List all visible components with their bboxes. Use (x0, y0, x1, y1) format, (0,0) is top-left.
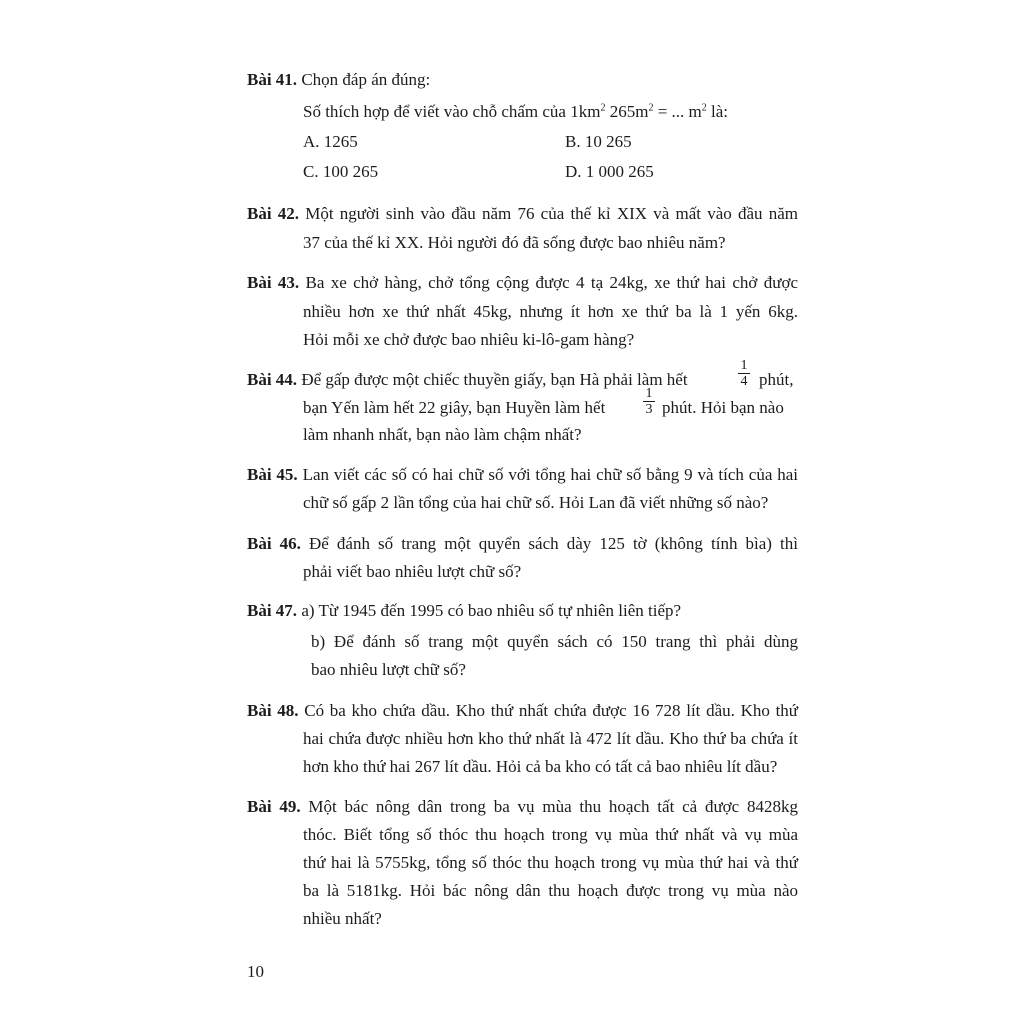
problem-text: nhiều nhất? (303, 909, 382, 928)
option-d: D. 1 000 265 (565, 162, 654, 181)
problem-text: bạn Yến làm hết 22 giây, bạn Huyền làm hết (303, 398, 606, 417)
page-number: 10 (247, 962, 264, 981)
problem-text: thứ hai là 5755kg, tổng số thóc thu hoạch trong vụ mùa thứ hai và thứ (303, 853, 798, 872)
problem-label: Bài 48. (247, 701, 299, 720)
problem-text: ba là 5181kg. Hỏi bác nông dân thu hoạch được trong vụ mùa nào (303, 881, 798, 900)
problem-text: nhiều hơn xe thứ nhất 45kg, nhưng ít hơn xe thứ ba là 1 yến 6kg. (303, 302, 798, 321)
problem-label: Bài 47. (247, 601, 298, 620)
problem-text: a) Từ 1945 đến 1995 có bao nhiêu số tự nhiên liên tiếp? (301, 601, 682, 620)
fraction-one-third: $\frac{1}{3}$ (643, 386, 655, 417)
problem-text: Để gấp được một chiếc thuyền giấy, bạn Hà phải làm hết (301, 370, 688, 389)
fraction-one-quarter: $\frac{1}{4}$ (738, 358, 750, 389)
option-a: A. 1265 (303, 132, 358, 151)
problem-text: hai chứa được nhiều hơn kho thứ nhất là 472 lít dầu. Kho thứ ba chứa ít (303, 729, 798, 748)
problem-text: 37 của thế kỉ XX. Hỏi người đó đã sống được bao nhiêu năm? (303, 233, 726, 252)
problem-text: Chọn đáp án đúng: (301, 70, 431, 89)
problem-text: Có ba kho chứa dầu. Kho thứ nhất chứa được 16 728 lít dầu. Kho thứ (304, 701, 799, 720)
problem-question: Số thích hợp để viết vào chỗ chấm của $1km^2$ $265m^2$ = ... $m^2$ là: (303, 102, 728, 121)
problem-label: Bài 49. (247, 797, 301, 816)
problem-text: Một bác nông dân trong ba vụ mùa thu hoạch tất cả được 8428kg (308, 797, 799, 816)
problem-text: thóc. Biết tổng số thóc thu hoạch trong vụ mùa thứ nhất và vụ mùa (303, 825, 798, 844)
problem-text: Hỏi mỗi xe chở được bao nhiêu ki-lô-gam hàng? (303, 330, 635, 349)
problem-text: b) Để đánh số trang một quyển sách có 150 trang thì phải dùng (311, 632, 798, 651)
problem-text: Để đánh số trang một quyển sách dày 125 tờ (không tính bìa) thì (309, 534, 799, 553)
problem-text: làm nhanh nhất, bạn nào làm chậm nhất? (303, 425, 582, 444)
problem-text: Lan viết các số có hai chữ số với tổng hai chữ số bằng 9 và tích của hai (302, 465, 799, 484)
problem-text: phải viết bao nhiêu lượt chữ số? (303, 562, 522, 581)
problem-label: Bài 46. (247, 534, 301, 553)
problem-label: Bài 42. (247, 204, 300, 223)
problem-label: Bài 43. (247, 273, 300, 292)
option-b: B. 10 265 (565, 132, 632, 151)
problem-text: chữ số gấp 2 lần tổng của hai chữ số. Hỏi Lan đã viết những số nào? (303, 493, 769, 512)
problem-text: bao nhiêu lượt chữ số? (311, 660, 466, 679)
option-c: C. 100 265 (303, 162, 379, 181)
problem-label: Bài 45. (247, 465, 298, 484)
problem-text: phút. Hỏi bạn nào (662, 398, 784, 417)
problem-text: Ba xe chở hàng, chở tổng cộng được 4 tạ 24kg, xe thứ hai chở được (305, 273, 798, 292)
problem-text: phút, (759, 370, 794, 389)
problem-label: Bài 44. (247, 370, 298, 389)
problem-text: Một người sinh vào đầu năm 76 của thế kỉ XIX và mất vào đầu năm (305, 204, 799, 223)
problem-label: Bài 41. (247, 70, 298, 89)
problem-text: hơn kho thứ hai 267 lít dầu. Hỏi cả ba kho có tất cả bao nhiêu lít dầu? (303, 757, 778, 776)
